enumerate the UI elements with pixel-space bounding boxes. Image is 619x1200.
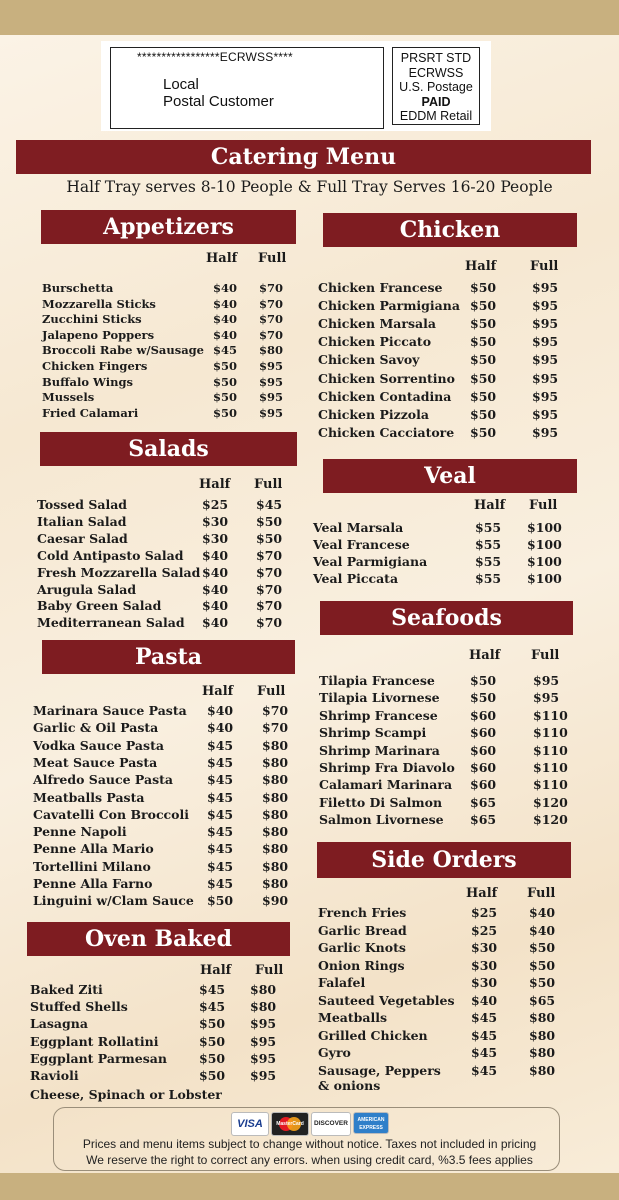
postage-line: ECRWSS bbox=[408, 65, 464, 80]
full-tray-price: $80 bbox=[262, 737, 289, 753]
recipient-line1: Local bbox=[163, 76, 199, 93]
half-tray-price: $30 bbox=[202, 513, 229, 529]
half-tray-price: $50 bbox=[199, 1068, 226, 1083]
item-name: Italian Salad bbox=[37, 513, 127, 529]
col-full-label: Full bbox=[254, 477, 283, 492]
full-tray-price: $80 bbox=[262, 754, 289, 770]
half-tray-price: $45 bbox=[213, 343, 238, 358]
visa-card-icon: VISA bbox=[231, 1112, 269, 1136]
section-header-oven-baked: Oven Baked bbox=[27, 922, 290, 956]
item-name: Veal Marsala bbox=[313, 520, 404, 535]
item-name: Arugula Salad bbox=[37, 581, 137, 597]
half-tray-price: $40 bbox=[207, 720, 234, 736]
item-name: Fried Calamari bbox=[42, 405, 139, 420]
full-tray-price: $100 bbox=[527, 571, 562, 586]
side-orders-note: & onions bbox=[318, 1078, 381, 1093]
section-header-appetizers: Appetizers bbox=[41, 210, 296, 244]
half-tray-price: $65 bbox=[470, 794, 497, 810]
full-tray-price: $80 bbox=[529, 1027, 556, 1043]
col-full-label: Full bbox=[255, 963, 284, 978]
item-name: Chicken Francese bbox=[318, 280, 443, 295]
item-name: Jalapeno Poppers bbox=[42, 327, 155, 342]
full-tray-price: $110 bbox=[533, 725, 568, 741]
full-tray-price: $70 bbox=[256, 547, 283, 563]
item-name: Sauteed Vegetables bbox=[318, 992, 455, 1008]
half-tray-price: $30 bbox=[471, 975, 498, 990]
full-tray-price: $95 bbox=[532, 424, 559, 440]
item-name: Shrimp Fra Diavolo bbox=[319, 760, 455, 775]
half-tray-price: $50 bbox=[207, 893, 234, 909]
full-tray-price: $70 bbox=[256, 564, 283, 580]
full-tray-price: $50 bbox=[529, 957, 556, 973]
full-tray-price: $120 bbox=[533, 794, 568, 810]
item-name: Salmon Livornese bbox=[319, 812, 444, 828]
half-tray-price: $50 bbox=[199, 1033, 226, 1049]
half-tray-price: $45 bbox=[471, 1045, 498, 1060]
item-name: Mozzarella Sticks bbox=[42, 296, 156, 311]
full-tray-price: $95 bbox=[250, 1068, 277, 1083]
col-half-label: Half bbox=[202, 684, 234, 699]
full-tray-price: $110 bbox=[533, 742, 568, 758]
item-name: Cavatelli Con Broccoli bbox=[33, 806, 190, 822]
half-tray-price: $30 bbox=[202, 530, 229, 546]
item-name: Fresh Mozzarella Salad bbox=[37, 564, 201, 580]
item-name: Chicken Fingers bbox=[42, 359, 148, 373]
full-tray-price: $95 bbox=[259, 405, 284, 420]
col-half-label: Half bbox=[200, 963, 232, 978]
half-tray-price: $30 bbox=[471, 940, 498, 955]
full-tray-price: $50 bbox=[529, 975, 556, 990]
item-name: Tilapia Livornese bbox=[319, 690, 440, 706]
full-tray-price: $70 bbox=[259, 327, 284, 342]
postage-line: EDDM Retail bbox=[399, 109, 473, 123]
half-tray-price: $25 bbox=[471, 905, 498, 920]
full-tray-price: $95 bbox=[532, 352, 559, 368]
section-header-salads: Salads bbox=[40, 432, 297, 466]
half-tray-price: $50 bbox=[470, 316, 497, 332]
half-tray-price: $55 bbox=[475, 520, 502, 535]
half-tray-price: $45 bbox=[207, 841, 234, 857]
half-tray-price: $65 bbox=[470, 812, 497, 828]
half-tray-price: $40 bbox=[471, 992, 498, 1008]
full-tray-price: $40 bbox=[529, 922, 556, 938]
full-tray-price: $80 bbox=[529, 1045, 556, 1060]
full-tray-price: $95 bbox=[259, 374, 284, 389]
col-half-label: Half bbox=[474, 498, 506, 513]
full-tray-price: $70 bbox=[262, 703, 289, 718]
half-tray-price: $60 bbox=[470, 760, 497, 775]
item-name: Gyro bbox=[318, 1045, 351, 1060]
full-tray-price: $110 bbox=[533, 777, 568, 793]
half-tray-price: $45 bbox=[199, 999, 226, 1015]
half-tray-price: $45 bbox=[207, 754, 234, 770]
full-tray-price: $70 bbox=[259, 312, 284, 327]
full-tray-price: $120 bbox=[533, 812, 568, 828]
half-tray-price: $60 bbox=[470, 725, 497, 741]
item-name: Tortellini Milano bbox=[33, 858, 151, 874]
item-name: Baby Green Salad bbox=[37, 598, 162, 614]
item-name: Shrimp Francese bbox=[319, 707, 438, 723]
postage-line: U.S. Postage bbox=[399, 80, 473, 94]
postage-indicia bbox=[392, 47, 480, 125]
full-tray-price: $100 bbox=[527, 520, 562, 535]
half-tray-price: $45 bbox=[207, 876, 234, 891]
item-name: Alfredo Sauce Pasta bbox=[33, 772, 173, 788]
oven-baked-note: Cheese, Spinach or Lobster bbox=[30, 1087, 222, 1102]
col-full-label: Full bbox=[529, 498, 558, 513]
full-tray-price: $50 bbox=[529, 940, 556, 955]
full-tray-price: $80 bbox=[529, 1062, 556, 1078]
full-tray-price: $95 bbox=[532, 388, 559, 404]
item-name: Penne Alla Mario bbox=[33, 841, 154, 857]
half-tray-price: $50 bbox=[213, 359, 238, 373]
full-tray-price: $95 bbox=[259, 390, 284, 405]
item-name: Garlic Bread bbox=[318, 922, 407, 938]
half-tray-price: $45 bbox=[207, 737, 234, 753]
item-name: Mediterranean Salad bbox=[37, 615, 185, 631]
item-name: Filetto Di Salmon bbox=[319, 794, 443, 810]
postage-line: PRSRT STD bbox=[400, 51, 472, 65]
col-full-label: Full bbox=[531, 648, 560, 663]
full-tray-price: $70 bbox=[262, 720, 289, 736]
full-tray-price: $70 bbox=[256, 598, 283, 614]
full-tray-price: $80 bbox=[262, 789, 289, 805]
full-tray-price: $70 bbox=[256, 615, 283, 631]
item-name: Eggplant Rollatini bbox=[30, 1033, 159, 1049]
col-full-label: Full bbox=[527, 886, 556, 901]
item-name: Ravioli bbox=[30, 1068, 79, 1083]
item-name: Chicken Marsala bbox=[318, 316, 436, 332]
half-tray-price: $50 bbox=[213, 374, 238, 389]
item-name: Meatballs bbox=[318, 1010, 388, 1025]
recipient-line2: Postal Customer bbox=[163, 93, 274, 110]
item-name: Tilapia Francese bbox=[319, 673, 435, 688]
half-tray-price: $45 bbox=[207, 824, 234, 840]
half-tray-price: $40 bbox=[207, 703, 234, 718]
section-header-chicken: Chicken bbox=[323, 213, 577, 247]
full-tray-price: $70 bbox=[259, 296, 284, 311]
half-tray-price: $25 bbox=[202, 497, 229, 512]
half-tray-price: $40 bbox=[202, 615, 229, 631]
full-tray-price: $80 bbox=[262, 841, 289, 857]
full-tray-price: $65 bbox=[529, 992, 556, 1008]
item-name: Eggplant Parmesan bbox=[30, 1050, 167, 1066]
full-tray-price: $80 bbox=[259, 343, 284, 358]
full-tray-price: $95 bbox=[259, 359, 284, 373]
full-tray-price: $80 bbox=[262, 824, 289, 840]
col-full-label: Full bbox=[258, 251, 287, 266]
item-name: Veal Francese bbox=[313, 537, 410, 552]
half-tray-price: $50 bbox=[470, 406, 497, 422]
full-tray-price: $95 bbox=[250, 1016, 277, 1032]
item-name: Meatballs Pasta bbox=[33, 789, 145, 805]
full-tray-price: $90 bbox=[262, 893, 289, 909]
half-tray-price: $60 bbox=[470, 707, 497, 723]
item-name: Shrimp Scampi bbox=[319, 725, 427, 741]
full-tray-price: $95 bbox=[532, 316, 559, 332]
mastercard-label: MasterCard bbox=[276, 1121, 304, 1127]
half-tray-price: $40 bbox=[213, 312, 238, 327]
item-name: Caesar Salad bbox=[37, 530, 128, 546]
item-name: Chicken Parmigiana bbox=[318, 298, 460, 314]
section-header-pasta: Pasta bbox=[42, 640, 295, 674]
full-tray-price: $95 bbox=[532, 334, 559, 350]
full-tray-price: $80 bbox=[250, 982, 277, 997]
item-name: Broccoli Rabe w/Sausage bbox=[42, 343, 204, 358]
half-tray-price: $40 bbox=[213, 281, 238, 295]
item-name: Penne Napoli bbox=[33, 824, 127, 840]
col-full-label: Full bbox=[257, 684, 286, 699]
item-name: French Fries bbox=[318, 905, 407, 920]
half-tray-price: $50 bbox=[470, 424, 497, 440]
item-name: Onion Rings bbox=[318, 957, 405, 973]
item-name: Chicken Pizzola bbox=[318, 406, 429, 422]
item-name: Burschetta bbox=[42, 281, 114, 295]
item-name: Veal Parmigiana bbox=[313, 554, 428, 569]
half-tray-price: $40 bbox=[202, 598, 229, 614]
item-name: Cold Antipasto Salad bbox=[37, 547, 184, 563]
col-half-label: Half bbox=[469, 648, 501, 663]
item-name: Chicken Cacciatore bbox=[318, 424, 455, 440]
half-tray-price: $40 bbox=[202, 547, 229, 563]
half-tray-price: $50 bbox=[470, 334, 497, 350]
col-half-label: Half bbox=[465, 259, 497, 274]
item-name: Garlic Knots bbox=[318, 940, 406, 955]
half-tray-price: $55 bbox=[475, 571, 502, 586]
full-tray-price: $50 bbox=[256, 513, 283, 529]
half-tray-price: $55 bbox=[475, 554, 502, 569]
half-tray-price: $45 bbox=[471, 1010, 498, 1025]
half-tray-price: $30 bbox=[471, 957, 498, 973]
half-tray-price: $45 bbox=[207, 858, 234, 874]
item-name: Calamari Marinara bbox=[319, 777, 453, 793]
item-name: Meat Sauce Pasta bbox=[33, 754, 158, 770]
half-tray-price: $50 bbox=[213, 390, 238, 405]
item-name: Baked Ziti bbox=[30, 982, 103, 997]
full-tray-price: $95 bbox=[533, 673, 560, 688]
serving-size-note: Half Tray serves 8-10 People & Full Tray Serves 16-20 People bbox=[66, 178, 553, 196]
item-name: Marinara Sauce Pasta bbox=[33, 703, 187, 718]
full-tray-price: $95 bbox=[533, 690, 560, 706]
item-name: Buffalo Wings bbox=[42, 374, 133, 389]
menu-title-banner: Catering Menu bbox=[16, 140, 591, 174]
item-name: Chicken Contadina bbox=[318, 388, 452, 404]
full-tray-price: $95 bbox=[532, 298, 559, 314]
full-tray-price: $40 bbox=[529, 905, 556, 920]
item-name: Stuffed Shells bbox=[30, 999, 128, 1015]
item-name: Vodka Sauce Pasta bbox=[33, 737, 164, 753]
section-header-side-orders: Side Orders bbox=[317, 842, 571, 878]
half-tray-price: $50 bbox=[199, 1050, 226, 1066]
full-tray-price: $95 bbox=[532, 406, 559, 422]
full-tray-price: $95 bbox=[250, 1050, 277, 1066]
full-tray-price: $110 bbox=[533, 760, 568, 775]
item-name: Grilled Chicken bbox=[318, 1027, 428, 1043]
half-tray-price: $45 bbox=[207, 772, 234, 788]
address-box bbox=[110, 47, 384, 129]
col-half-label: Half bbox=[466, 886, 498, 901]
half-tray-price: $50 bbox=[470, 352, 497, 368]
item-name: Chicken Piccato bbox=[318, 334, 432, 350]
section-header-veal: Veal bbox=[323, 459, 577, 493]
discover-card-icon: DISCOVER bbox=[311, 1112, 351, 1136]
item-name: Linguini w/Clam Sauce bbox=[33, 893, 194, 909]
full-tray-price: $95 bbox=[250, 1033, 277, 1049]
half-tray-price: $40 bbox=[213, 327, 238, 342]
half-tray-price: $45 bbox=[471, 1027, 498, 1043]
full-tray-price: $95 bbox=[532, 280, 559, 295]
item-name: Chicken Sorrentino bbox=[318, 370, 455, 386]
full-tray-price: $100 bbox=[527, 537, 562, 552]
item-name: Mussels bbox=[42, 390, 95, 405]
half-tray-price: $50 bbox=[470, 690, 497, 706]
half-tray-price: $40 bbox=[202, 564, 229, 580]
full-tray-price: $110 bbox=[533, 707, 568, 723]
full-tray-price: $45 bbox=[256, 497, 283, 512]
full-tray-price: $100 bbox=[527, 554, 562, 569]
full-tray-price: $95 bbox=[532, 370, 559, 386]
half-tray-price: $25 bbox=[471, 922, 498, 938]
full-tray-price: $70 bbox=[256, 581, 283, 597]
amex-card-icon: AMERICAN EXPRESS bbox=[353, 1112, 389, 1134]
full-tray-price: $70 bbox=[259, 281, 284, 295]
section-header-seafoods: Seafoods bbox=[320, 601, 573, 635]
half-tray-price: $50 bbox=[199, 1016, 226, 1032]
item-name: Penne Alla Farno bbox=[33, 876, 153, 891]
full-tray-price: $80 bbox=[250, 999, 277, 1015]
top-gold-band bbox=[0, 0, 619, 35]
half-tray-price: $50 bbox=[470, 673, 497, 688]
half-tray-price: $60 bbox=[470, 742, 497, 758]
footer-line1: Prices and menu items subject to change without notice. Taxes not included in pricing bbox=[82, 1137, 537, 1151]
half-tray-price: $50 bbox=[470, 298, 497, 314]
half-tray-price: $45 bbox=[471, 1062, 498, 1078]
item-name: Garlic & Oil Pasta bbox=[33, 720, 159, 736]
full-tray-price: $50 bbox=[256, 530, 283, 546]
full-tray-price: $80 bbox=[262, 876, 289, 891]
item-name: Veal Piccata bbox=[313, 571, 399, 586]
half-tray-price: $50 bbox=[470, 370, 497, 386]
half-tray-price: $50 bbox=[470, 388, 497, 404]
col-half-label: Half bbox=[199, 477, 231, 492]
item-name: Zucchini Sticks bbox=[42, 312, 142, 327]
item-name: Falafel bbox=[318, 975, 366, 990]
address-code: *****************ECRWSS**** bbox=[137, 50, 293, 64]
col-full-label: Full bbox=[530, 259, 559, 274]
postage-line: PAID bbox=[421, 94, 451, 109]
half-tray-price: $50 bbox=[470, 280, 497, 295]
item-name: Tossed Salad bbox=[37, 497, 128, 512]
full-tray-price: $80 bbox=[262, 772, 289, 788]
half-tray-price: $45 bbox=[207, 789, 234, 805]
half-tray-price: $45 bbox=[207, 806, 234, 822]
full-tray-price: $80 bbox=[262, 858, 289, 874]
half-tray-price: $40 bbox=[213, 296, 238, 311]
half-tray-price: $55 bbox=[475, 537, 502, 552]
half-tray-price: $50 bbox=[213, 405, 238, 420]
bottom-gold-band bbox=[0, 1173, 619, 1200]
col-half-label: Half bbox=[206, 251, 238, 266]
half-tray-price: $60 bbox=[470, 777, 497, 793]
item-name: Shrimp Marinara bbox=[319, 742, 440, 758]
item-name: Lasagna bbox=[30, 1016, 88, 1032]
item-name: Sausage, Peppers bbox=[318, 1062, 441, 1078]
half-tray-price: $40 bbox=[202, 581, 229, 597]
item-name: Chicken Savoy bbox=[318, 352, 420, 368]
full-tray-price: $80 bbox=[262, 806, 289, 822]
footer-line2: We reserve the right to correct any errors. when using credit card, %3.5 fees applies bbox=[86, 1153, 533, 1167]
full-tray-price: $80 bbox=[529, 1010, 556, 1025]
mastercard-card-icon bbox=[271, 1112, 309, 1136]
half-tray-price: $45 bbox=[199, 982, 226, 997]
